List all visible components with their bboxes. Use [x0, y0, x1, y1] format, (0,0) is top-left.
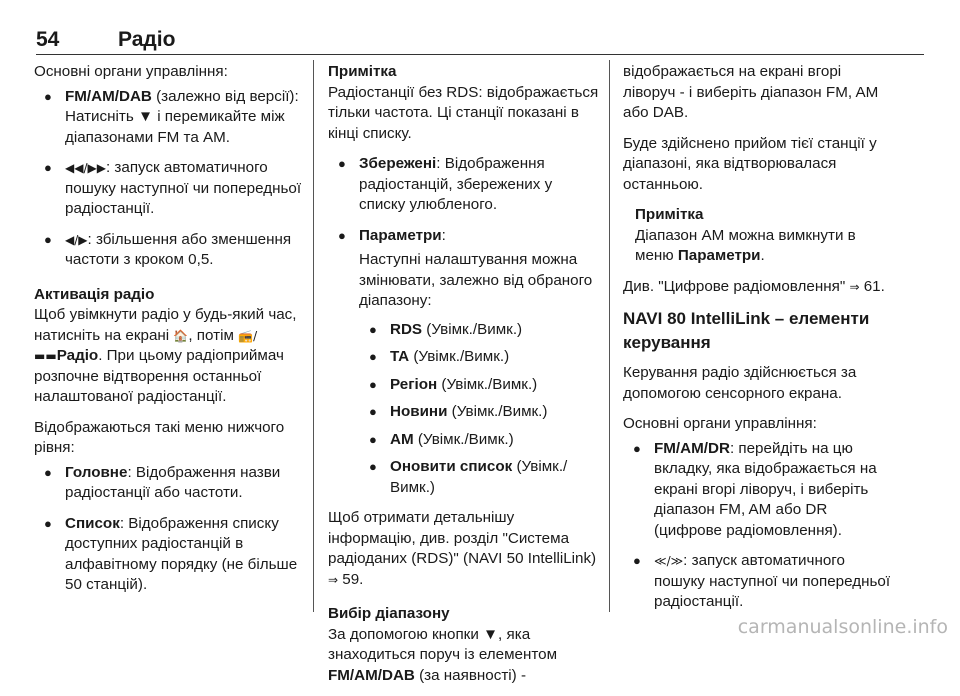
- list-item: ● Оновити список (Увімк./ Вимк.): [359, 457, 600, 498]
- continued-text: відображається на екрані вгорі ліворуч - і виберіть діапазон FM, AM або DAB.: [623, 63, 879, 121]
- page-number: 54: [36, 28, 60, 51]
- band-paragraph: За допомогою кнопки ▼, яка знаходиться поруч із елементом FM/AM/DAB (за наявності) -: [328, 625, 558, 684]
- controls-list: [34, 87, 302, 271]
- list-item: ● Збережені: Відображення радіостанцій, збережених у списку улюбленого.: [328, 154, 600, 216]
- activation-heading: Активація радіо: [34, 285, 155, 303]
- note-block: [635, 205, 891, 267]
- list-item: ● FM/AM/DAB (залежно від версії): Натисніть ▼ і перемикайте між діапазонами FM та AM.: [34, 87, 302, 149]
- see-reference: Див. "Цифрове радіомовлення" ⇒ 61.: [623, 277, 885, 295]
- note-text: Діапазон AM можна вимкнути в меню Параметри.: [635, 226, 856, 264]
- column-1: [34, 62, 302, 606]
- touch-control-text: Керування радіо здійснюється за допомогою сенсорного екрана.: [623, 364, 857, 402]
- column-divider-2: [609, 60, 610, 612]
- page-ref-icon: ⇒: [328, 572, 339, 587]
- reception-text: Буде здійснено прийом тієї станції у діапазоні, яка відтворювалася останньою.: [623, 134, 877, 193]
- column-2: [328, 62, 600, 696]
- list-item: ● RDS (Увімк./Вимк.): [359, 320, 600, 341]
- note-heading: Примітка: [635, 206, 704, 223]
- watermark: carmanualsonline.info: [737, 616, 948, 638]
- list-item: ● Список: Відображення списку доступних радіостанцій в алфавітному порядку (не більше 50 станцій).: [34, 514, 302, 596]
- detail-paragraph: Щоб отримати детальнішу інформацію, див. розділ "Система радіоданих (RDS)" (NAVI 50 IntelliLink) ⇒ 59.: [328, 509, 597, 588]
- header-rule: [36, 54, 924, 55]
- seek-icon: ◀◀/▶▶: [65, 161, 106, 175]
- activation-paragraph: Щоб увімкнути радіо у будь-який час, натисніть на екрані 🏠, потім 📻/▬▬Радіо. При цьому радіоприймач розпочне відтворення останньої налаштованої радіостанції.: [34, 306, 297, 405]
- section-heading: NAVI 80 IntelliLink – елементи керування: [623, 309, 870, 352]
- list-item: ● AM (Увімк./Вимк.): [359, 430, 600, 451]
- page-header: [36, 28, 924, 54]
- menus-intro: Відображаються такі меню нижчого рівня:: [34, 418, 285, 456]
- column-divider-1: [313, 60, 314, 612]
- note-text: Радіостанції без RDS: відображається тільки частота. Ці станції показані в кінці списку.: [328, 83, 599, 142]
- settings-list: [359, 320, 600, 499]
- column-3: [623, 62, 891, 623]
- seek-icon: ≪/≫: [654, 554, 684, 568]
- controls-list: [623, 439, 891, 613]
- page-ref-icon: ⇒: [849, 279, 860, 294]
- list-item: ● TA (Увімк./Вимк.): [359, 347, 600, 368]
- note-heading: Примітка: [328, 63, 397, 80]
- list-item: ● ◀◀/▶▶: запуск автоматичного пошуку наступної чи попередньої радіостанції.: [34, 158, 302, 220]
- list-item: ● Параметри: Наступні налаштування можна змінювати, залежно від обраного діапазону: ● RDS (Увімк./Вимк.) ● TA (Увімк./Вимк.) ● Регіон (Увімк./Вимк.) ● Новини (Увімк./Вимк.) ● AM (Увімк./Вимк.) ● Оновити список (Увімк./ Вимк.): [328, 226, 600, 499]
- submenu-list: [328, 154, 600, 498]
- list-item: ● Новини (Увімк./Вимк.): [359, 402, 600, 423]
- menus-list: [34, 463, 302, 596]
- list-item: ● Регіон (Увімк./Вимк.): [359, 375, 600, 396]
- list-item: ● ≪/≫: запуск автоматичного пошуку наступної чи попередньої радіостанції.: [623, 551, 891, 613]
- list-item: ● Головне: Відображення назви радіостанції або частоти.: [34, 463, 302, 504]
- band-heading: Вибір діапазону: [328, 605, 450, 622]
- media-icon: 📻/▬▬: [34, 328, 258, 363]
- page-title: Радіо: [118, 28, 176, 51]
- list-item: ● FM/AM/DR: перейдіть на цю вкладку, яка відображається на екрані вгорі ліворуч, і виберіть діапазон FM, AM або DR (цифрове радіомовлення).: [623, 439, 891, 542]
- controls-intro: Основні органи управління:: [623, 415, 817, 432]
- controls-intro: Основні органи управління:: [34, 63, 228, 80]
- list-item: ● ◀/▶: збільшення або зменшення частоти з кроком 0,5.: [34, 230, 302, 271]
- step-icon: ◀/▶: [65, 232, 88, 247]
- home-icon: 🏠: [173, 328, 189, 343]
